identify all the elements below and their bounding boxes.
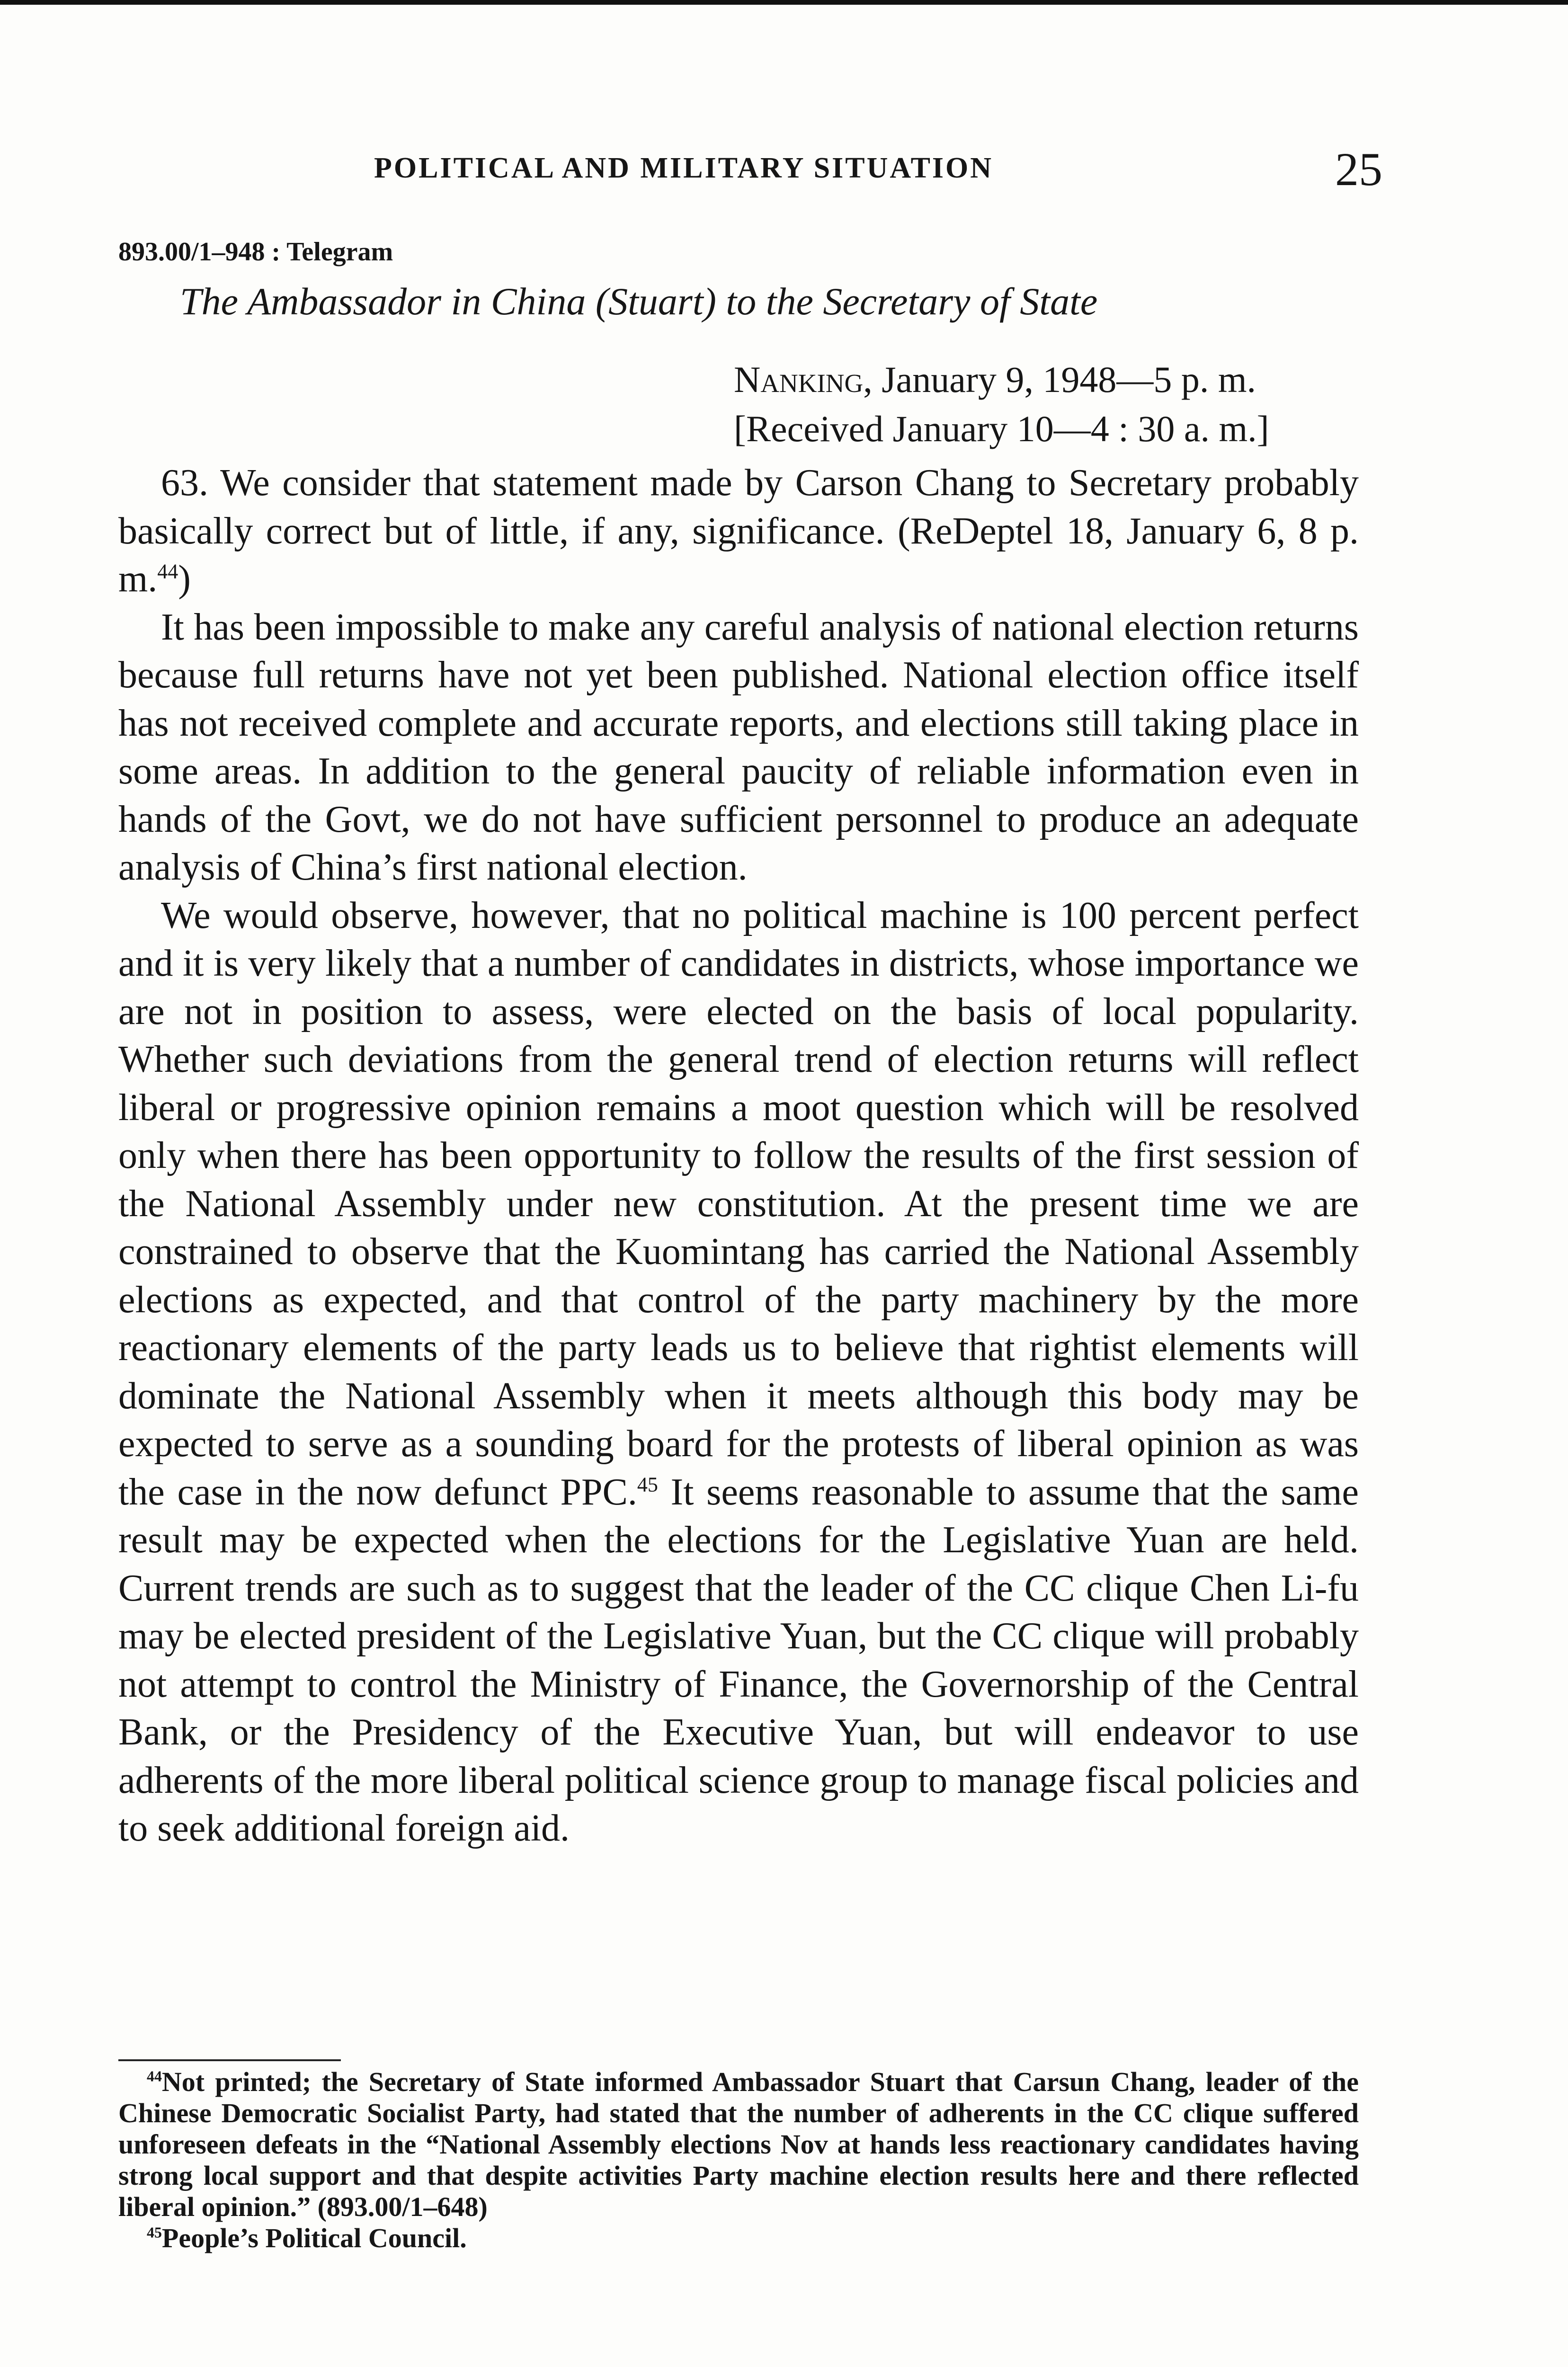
dateline-sent: [734, 355, 1269, 404]
running-head: [118, 142, 1382, 199]
footnote-45-mark: 45: [147, 2224, 162, 2241]
dateline-date: January 9, 1948—5 p. m.: [882, 359, 1256, 400]
footnote-44: [118, 2066, 1359, 2223]
dateline-place: Nanking,: [734, 359, 873, 400]
footnote-ref-44: 44: [157, 560, 178, 583]
footnote-divider: [118, 2059, 341, 2061]
document-title: The Ambassador in China (Stuart) to the Secretary of State: [180, 280, 1098, 323]
dateline: [734, 355, 1269, 454]
telegram-body: [118, 459, 1359, 1853]
footnote-44-mark: 44: [147, 2068, 162, 2085]
paragraph-1-end: ): [178, 558, 191, 600]
footnote-44-text: Not printed; the Secretary of State informed Ambassador Stuart that Carsun Chang, leader of the Chinese Democratic Socialist Party, had stated that the number of adherents in the CC clique suffered unforeseen defeats in the “National Assembly elections Nov at hands less reactionary candidates having strong local support and that despite activities Party machine election results here and there reflected liberal opinion.” (893.00/1–648): [118, 2066, 1359, 2222]
file-reference: 893.00/1–948 : Telegram: [118, 237, 393, 267]
footnote-45-text: People’s Political Council.: [161, 2223, 467, 2253]
page-number: 25: [1335, 143, 1382, 196]
top-border: [0, 0, 1568, 5]
dateline-received: [Received January 10—4 : 30 a. m.]: [734, 408, 1269, 449]
footnotes: [118, 2066, 1359, 2254]
paragraph-1-text: 63. We consider that statement made by Carson Chang to Secretary probably basically correct but of little, if any, significance. (ReDeptel 18, January 6, 8 p. m.: [118, 462, 1359, 600]
paragraph-3-text-b: It seems reasonable to assume that the same result may be expected when the elections for the Legislative Yuan are held. Current trends are such as to suggest that the leader of the CC clique Chen Li-fu may be elected president of the Legislative Yuan, but the CC clique will probably not attempt to control the Ministry of Finance, the Governorship of the Central Bank, or the Presidency of the Executive Yuan, but will endeavor to use adherents of the more liberal political science group to manage fiscal policies and to seek additional foreign aid.: [118, 1471, 1359, 1849]
paragraph-3: [118, 892, 1359, 1853]
paragraph-3-text-a: We would observe, however, that no political machine is 100 percent perfect and it is very likely that a number of candidates in districts, whose importance we are not in position to assess, were elected on the basis of local popularity. Whether such deviations from the general trend of election returns will reflect liberal or progressive opinion remains a moot question which will be resolved only when there has been opportunity to follow the results of the first session of the National Assembly under new constitution. At the present time we are constrained to observe that the Kuomintang has carried the National Assembly elections as expected, and that control of the party machinery by the more reactionary elements of the party leads us to believe that rightist elements will dominate the National Assembly when it meets although this body may be expected to serve as a sounding board for the protests of liberal opinion as was the case in the now defunct PPC.: [118, 894, 1359, 1513]
running-title: POLITICAL AND MILITARY SITUATION: [374, 152, 994, 184]
paragraph-2: It has been impossible to make any careful analysis of national election returns because full returns have not yet been published. National election office itself has not received complete and accurate reports, and elections still taking place in some areas. In addition to the general paucity of reliable information even in hands of the Govt, we do not have sufficient personnel to produce an adequate analysis of China’s first national election.: [118, 606, 1359, 888]
footnote-45: [118, 2223, 1359, 2254]
footnote-ref-45: 45: [637, 1472, 658, 1496]
paragraph-1: [118, 459, 1359, 604]
